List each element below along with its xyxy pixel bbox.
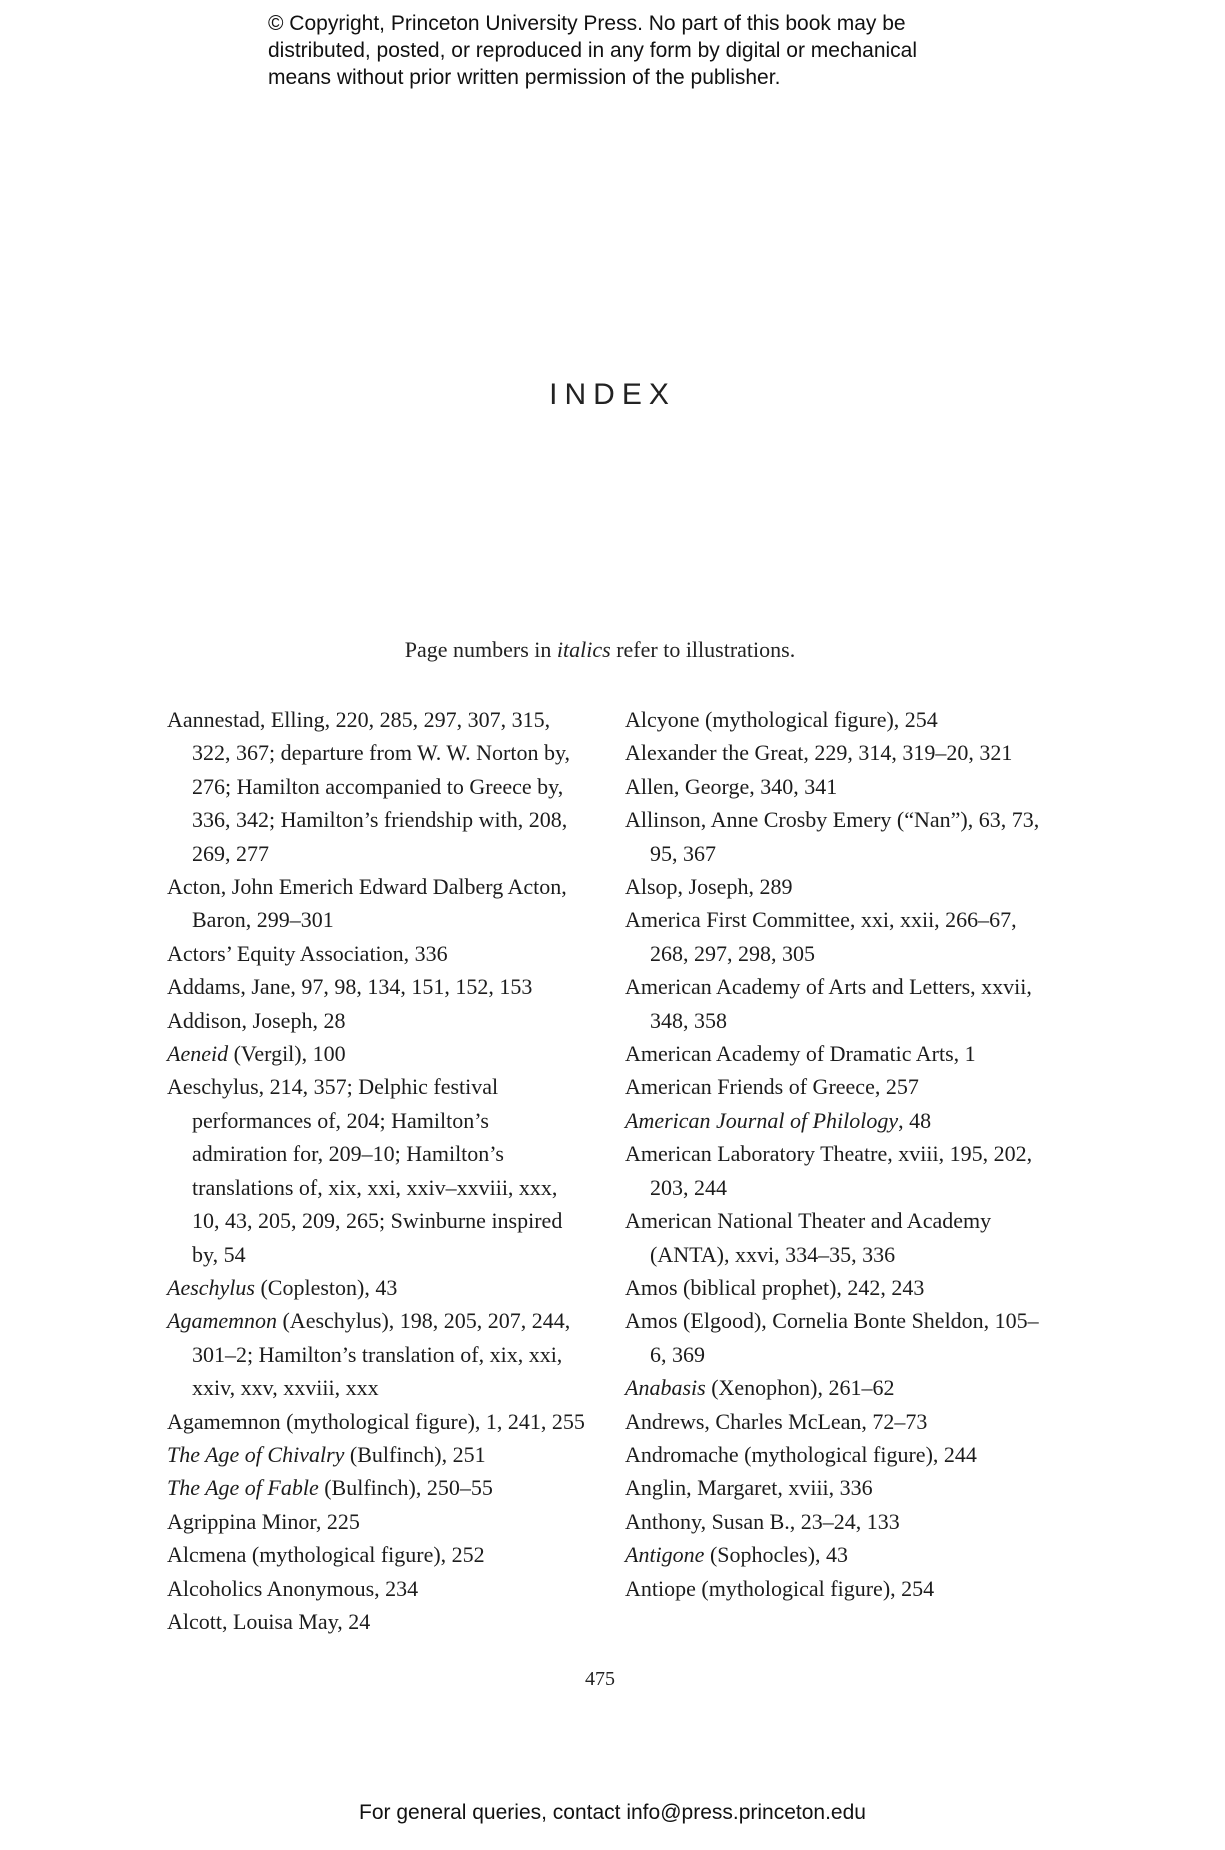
copyright-line: means without prior written permission of the publisher. [268, 66, 781, 89]
index-entry-text: American Academy of Arts and Letters, xxvii, 348, 358 [625, 974, 1032, 1033]
index-entry-text: Alcyone (mythological figure), 254 [625, 707, 938, 732]
index-entry-italic: Agamemnon [167, 1308, 277, 1334]
index-entry [167, 1505, 587, 1538]
contact-footer: For general queries, contact info@press.princeton.edu [359, 1801, 866, 1824]
index-entry-text: Andromache (mythological figure), 244 [625, 1441, 977, 1467]
index-entry-text: American Academy of Dramatic Arts, 1 [625, 1041, 976, 1067]
index-entry-text: Alcoholics Anonymous, 234 [167, 1575, 419, 1601]
index-note-italic: italics [556, 637, 611, 662]
index-entry [625, 1204, 1050, 1271]
index-entry-text: American Laboratory Theatre, xviii, 195, 202, 203, 244 [625, 1141, 1033, 1200]
index-entry-italic: The Age of Chivalry [167, 1441, 345, 1467]
index-entry-italic: Antigone [625, 1542, 705, 1568]
index-column-left [167, 703, 587, 1638]
index-entry-text: Actors’ Equity Association, 336 [167, 940, 448, 966]
index-entry-italic: American Journal of Philology [625, 1107, 899, 1133]
index-entry-text: Acton, John Emerich Edward Dalberg Acton, Baron, 299–301 [167, 874, 567, 933]
index-entry [167, 1037, 587, 1070]
index-entry-text: Alcmena (mythological figure), 252 [167, 1542, 485, 1568]
index-entry [625, 1471, 1050, 1504]
index-entry [625, 1538, 1050, 1571]
index-entry-italic: Anabasis [625, 1375, 706, 1401]
index-entry [167, 870, 587, 937]
index-entry-text: Addams, Jane, 97, 98, 134, 151, 152, 153 [167, 974, 533, 1000]
index-entry-text: Alsop, Joseph, 289 [625, 874, 793, 900]
index-entry-text: Agrippina Minor, 225 [167, 1508, 360, 1534]
index-entry [167, 1572, 587, 1605]
index-note-text: Page numbers in [404, 637, 557, 662]
index-entry [167, 1070, 587, 1270]
index-entry [625, 736, 1050, 769]
index-entry [167, 937, 587, 970]
index-entry [625, 1572, 1050, 1605]
index-entry [625, 903, 1050, 970]
index-entry-italic: The Age of Fable [167, 1475, 319, 1501]
index-entry [167, 1004, 587, 1037]
index-entry-text: Alcott, Louisa May, 24 [167, 1608, 371, 1634]
index-entry-text: , 48 [898, 1107, 932, 1133]
copyright-notice [268, 10, 1028, 91]
index-entry-text: Andrews, Charles McLean, 72–73 [625, 1408, 928, 1434]
index-entry-text: Anglin, Margaret, xviii, 336 [625, 1475, 873, 1501]
page-title: INDEX [549, 378, 676, 411]
index-entry [625, 703, 1050, 736]
index-entry [625, 870, 1050, 903]
copyright-line: distributed, posted, or reproduced in any form by digital or mechanical [268, 39, 918, 62]
index-entry-text: Amos (Elgood), Cornelia Bonte Sheldon, 105–6, 369 [625, 1308, 1039, 1367]
index-entry [625, 1304, 1050, 1371]
index-entry-text: America First Committee, xxi, xxii, 266–67, 268, 297, 298, 305 [625, 907, 1017, 966]
index-entry [625, 1371, 1050, 1404]
index-entry-text: Addison, Joseph, 28 [167, 1007, 346, 1033]
index-entry [625, 1271, 1050, 1304]
index-entry-text: Amos (biblical prophet), 242, 243 [625, 1274, 925, 1300]
index-entry [625, 1037, 1050, 1070]
index-entry [167, 1471, 587, 1504]
index-entry-text: (Sophocles), 43 [704, 1542, 849, 1568]
index-entry-text: (Copleston), 43 [254, 1274, 398, 1300]
index-entry [625, 770, 1050, 803]
index-entry-text: Allinson, Anne Crosby Emery (“Nan”), 63, 73, 95, 367 [625, 807, 1040, 866]
index-entry-text: Alexander the Great, 229, 314, 319–20, 321 [625, 740, 1013, 766]
index-column-right [625, 703, 1050, 1605]
index-entry-italic: Aeneid [167, 1041, 229, 1067]
index-entry-text: (Aeschylus), 198, 205, 207, 244, 301–2; Hamilton’s translation of, xix, xxi, xxiv, xxv, xxviii, xxx [192, 1308, 571, 1401]
index-entry-text: American National Theater and Academy (ANTA), xxvi, 334–35, 336 [625, 1208, 992, 1267]
index-entry-italic: Aeschylus [167, 1274, 255, 1300]
index-entry [625, 970, 1050, 1037]
index-entry [625, 1505, 1050, 1538]
index-entry-text: Antiope (mythological figure), 254 [625, 1575, 935, 1601]
index-entry-text: Aeschylus, 214, 357; Delphic festival performances of, 204; Hamilton’s admiration for, 209–10; Hamilton’s translations of, xix, xxi, xxiv–xxviii, xxx, 10, 43, 205, 209, 265; Swinburne inspired by, 54 [167, 1074, 563, 1267]
index-entry-text: Agamemnon (mythological figure), 1, 241, 255 [167, 1408, 585, 1434]
index-entry [625, 803, 1050, 870]
index-entry [167, 1304, 587, 1404]
index-entry-text: (Vergil), 100 [228, 1041, 346, 1067]
index-entry-text: Aannestad, Elling, 220, 285, 297, 307, 315, 322, 367; departure from W. W. Norton by, 276; Hamilton accompanied to Greece by, 336, 342; Hamilton’s friendship with, 208, 269, 277 [167, 707, 571, 866]
index-entry-text: (Xenophon), 261–62 [705, 1375, 895, 1401]
index-entry [625, 1438, 1050, 1471]
index-entry [625, 1137, 1050, 1204]
index-entry [625, 1070, 1050, 1103]
index-entry [167, 703, 587, 870]
index-note-text: refer to illustrations. [610, 637, 796, 662]
index-entry [167, 1538, 587, 1571]
index-entry [167, 1271, 587, 1304]
page-number: 475 [585, 1668, 615, 1690]
copyright-line: © Copyright, Princeton University Press. No part of this book may be [268, 12, 906, 35]
index-entry-text: Anthony, Susan B., 23–24, 133 [625, 1508, 900, 1534]
index-entry-text: (Bulfinch), 250–55 [318, 1475, 493, 1501]
index-entry [625, 1405, 1050, 1438]
index-note [0, 637, 1200, 663]
index-entry [167, 1438, 587, 1471]
index-entry-text: (Bulfinch), 251 [344, 1441, 486, 1467]
index-entry [625, 1104, 1050, 1137]
index-entry [167, 1605, 587, 1638]
index-entry-text: American Friends of Greece, 257 [625, 1074, 919, 1100]
index-entry [167, 970, 587, 1003]
index-entry [167, 1405, 587, 1438]
index-entry-text: Allen, George, 340, 341 [625, 773, 838, 799]
